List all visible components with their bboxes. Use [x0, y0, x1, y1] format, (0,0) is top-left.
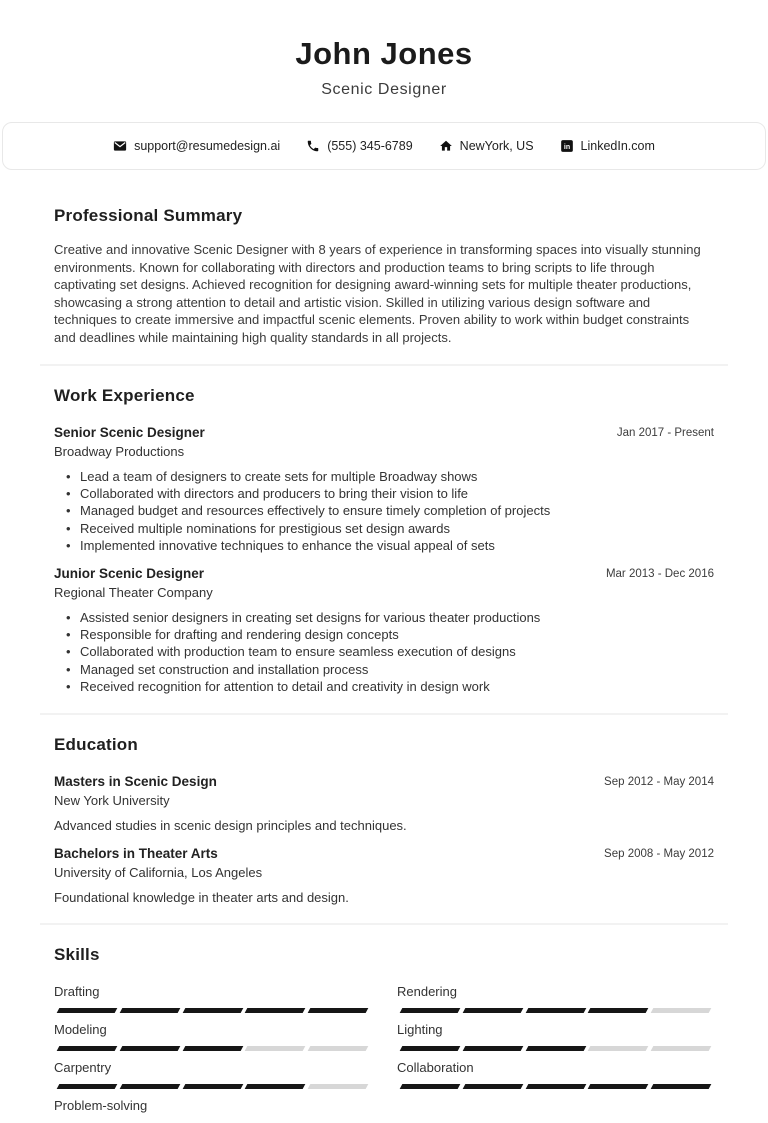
- skill-segment-filled: [462, 1008, 522, 1013]
- summary-text: Creative and innovative Scenic Designer with 8 years of experience in transforming spaces into visually stunning environments. Known for collaborating with directors and production teams to bring scripts to life through captivating set designs. Achieved recognition for designing award-winning sets for multiple theater productions, showcasing a strong attention to detail and artistic vision. Skilled in utilizing various design software and techniques to create immersive and impactful scenic elements. Proven ability to work within budget constraints and deadlines while maintaining high quality standards in all projects.: [54, 242, 701, 345]
- contact-email-text: support@resumedesign.ai: [134, 139, 281, 153]
- resume-content: [0, 205, 768, 1123]
- skill-segment-filled: [400, 1008, 460, 1013]
- resume-header: [0, 0, 768, 100]
- degree-dates: Sep 2012 - May 2014: [604, 775, 714, 788]
- degree-school: University of California, Los Angeles: [54, 864, 263, 880]
- page-title: John Jones: [295, 36, 473, 71]
- job-bullets: [54, 609, 714, 696]
- job-role-subtitle: Scenic Designer: [321, 81, 447, 98]
- contact-bar: [2, 122, 766, 170]
- skill-item: [54, 1022, 371, 1051]
- skill-segment-filled: [400, 1084, 460, 1089]
- skill-segment-filled: [57, 1046, 117, 1051]
- skills-grid: [54, 984, 714, 1123]
- skill-label: Carpentry: [54, 1059, 112, 1075]
- degree-school: New York University: [54, 792, 170, 808]
- skill-segment-empty: [245, 1046, 305, 1051]
- skill-segment-filled: [525, 1084, 585, 1089]
- skill-label: Modeling: [54, 1021, 107, 1037]
- envelope-icon: [113, 139, 127, 153]
- skill-label: Rendering: [397, 983, 457, 999]
- job-header: [54, 566, 714, 601]
- degree-description: Advanced studies in scenic design principles and techniques.: [54, 817, 407, 833]
- section-divider: [40, 713, 728, 715]
- skill-segment-empty: [651, 1046, 711, 1051]
- skill-item: [397, 1060, 714, 1089]
- skill-segment-filled: [588, 1084, 648, 1089]
- degree-header: [54, 846, 714, 881]
- job-entry: [54, 425, 714, 555]
- skill-segment-empty: [651, 1008, 711, 1013]
- skill-segment-filled: [245, 1084, 305, 1089]
- svg-text:in: in: [563, 143, 570, 151]
- bullet-item: • Collaborated with directors and producers to bring their vision to life: [66, 485, 714, 502]
- job-company: Broadway Productions: [54, 443, 185, 459]
- job-dates: Mar 2013 - Dec 2016: [605, 567, 714, 580]
- degree-header: [54, 774, 714, 809]
- skill-segment-empty: [308, 1084, 368, 1089]
- skill-segment-empty: [308, 1046, 368, 1051]
- section-divider: [40, 364, 728, 366]
- skill-item: [54, 1060, 371, 1089]
- skill-segment-filled: [119, 1084, 179, 1089]
- linkedin-icon: [560, 139, 574, 153]
- skill-bar: [397, 1046, 714, 1051]
- degree-title: Masters in Scenic Design: [54, 773, 217, 789]
- bullet-item: • Assisted senior designers in creating set designs for various theater productions: [66, 609, 714, 626]
- skill-segment-filled: [245, 1008, 305, 1013]
- section-heading-summary: Professional Summary: [54, 206, 243, 225]
- job-company: Regional Theater Company: [54, 584, 213, 600]
- section-skills: [54, 944, 714, 1123]
- skill-label: Drafting: [54, 983, 100, 999]
- jobs-list: [54, 425, 714, 696]
- skill-segment-filled: [525, 1008, 585, 1013]
- bullet-item: • Received multiple nominations for prestigious set design awards: [66, 520, 714, 537]
- degree-dates: Sep 2008 - May 2012: [604, 847, 714, 860]
- skill-bar: [397, 1084, 714, 1089]
- bullet-item: • Implemented innovative techniques to enhance the visual appeal of sets: [66, 537, 714, 554]
- contact-linkedin-text: LinkedIn.com: [580, 139, 655, 153]
- job-header: [54, 425, 714, 460]
- skill-label: Problem-solving: [54, 1097, 148, 1113]
- degree-entry: [54, 846, 714, 906]
- contact-phone: [306, 139, 412, 153]
- skill-bar: [54, 1046, 371, 1051]
- section-heading-skills: Skills: [54, 944, 100, 964]
- contact-email[interactable]: [113, 139, 280, 153]
- skill-segment-filled: [462, 1046, 522, 1051]
- section-heading-education: Education: [54, 734, 138, 754]
- skill-segment-filled: [651, 1084, 711, 1089]
- skill-segment-filled: [182, 1084, 242, 1089]
- skill-segment-filled: [57, 1008, 117, 1013]
- skill-bar: [397, 1008, 714, 1013]
- degree-entry: [54, 774, 714, 834]
- skill-bar: [54, 1008, 371, 1013]
- bullet-item: • Lead a team of designers to create sets for multiple Broadway shows: [66, 468, 714, 485]
- phone-icon: [306, 139, 320, 153]
- skill-item: [397, 984, 714, 1013]
- skill-item: [397, 1022, 714, 1051]
- skill-item: [54, 1098, 371, 1114]
- bullet-item: • Managed set construction and installation process: [66, 661, 714, 678]
- skill-segment-filled: [462, 1084, 522, 1089]
- section-summary: [54, 205, 714, 347]
- skill-segment-filled: [119, 1046, 179, 1051]
- skill-item: [54, 984, 371, 1013]
- section-education: [54, 734, 714, 906]
- skill-segment-filled: [57, 1084, 117, 1089]
- skill-segment-filled: [308, 1008, 368, 1013]
- contact-location: [439, 139, 534, 153]
- job-title: Junior Scenic Designer: [54, 565, 205, 581]
- skill-segment-filled: [400, 1046, 460, 1051]
- skill-label: Collaboration: [397, 1059, 474, 1075]
- bullet-item: • Responsible for drafting and rendering design concepts: [66, 626, 714, 643]
- bullet-item: • Managed budget and resources effectively to ensure timely completion of projects: [66, 502, 714, 519]
- skill-label: Lighting: [397, 1021, 443, 1037]
- skill-bar: [54, 1084, 371, 1089]
- degree-title: Bachelors in Theater Arts: [54, 845, 218, 861]
- skill-segment-filled: [588, 1008, 648, 1013]
- section-heading-experience: Work Experience: [54, 385, 195, 405]
- home-icon: [439, 139, 453, 153]
- contact-linkedin[interactable]: [560, 139, 655, 153]
- bullet-item: • Received recognition for attention to detail and creativity in design work: [66, 678, 714, 695]
- degrees-list: [54, 774, 714, 906]
- contact-location-text: NewYork, US: [459, 139, 534, 153]
- bullet-item: • Collaborated with production team to ensure seamless execution of designs: [66, 643, 714, 660]
- skill-segment-filled: [525, 1046, 585, 1051]
- section-divider: [40, 923, 728, 925]
- section-experience: [54, 385, 714, 696]
- skill-segment-filled: [182, 1008, 242, 1013]
- skill-segment-filled: [182, 1046, 242, 1051]
- contact-phone-text: (555) 345-6789: [327, 139, 413, 153]
- skill-segment-empty: [588, 1046, 648, 1051]
- degree-description: Foundational knowledge in theater arts and design.: [54, 889, 349, 905]
- skill-segment-filled: [119, 1008, 179, 1013]
- job-bullets: [54, 468, 714, 555]
- job-title: Senior Scenic Designer: [54, 424, 205, 440]
- job-dates: Jan 2017 - Present: [616, 426, 714, 439]
- job-entry: [54, 566, 714, 696]
